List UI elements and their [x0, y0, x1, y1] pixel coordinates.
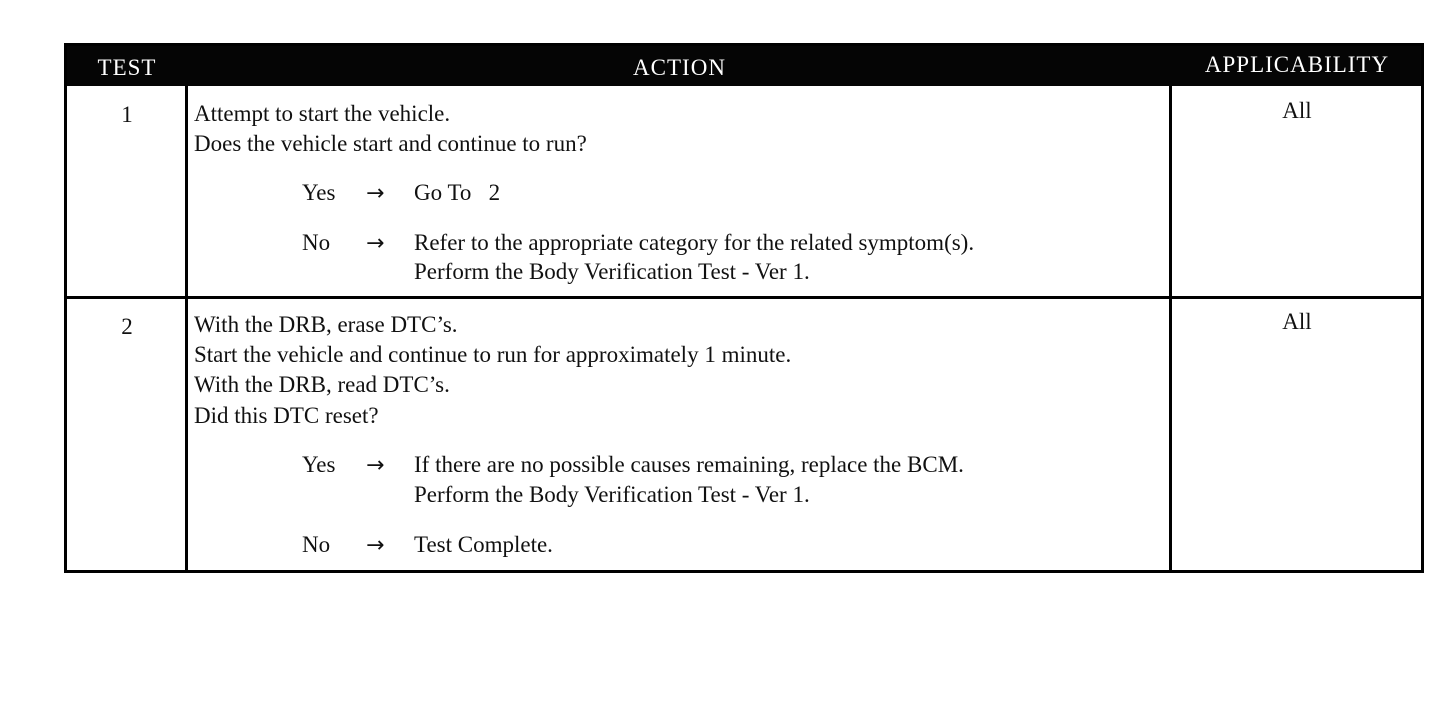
action-line: Does the vehicle start and continue to run?: [194, 131, 587, 156]
header-action: ACTION: [633, 55, 726, 80]
diagnostic-test-table: [64, 43, 1424, 573]
no-result: Test Complete.: [414, 532, 553, 557]
right-arrow-icon: →: [366, 533, 385, 558]
no-result: Perform the Body Verification Test - Ver 1.: [414, 259, 810, 284]
table-header: [67, 46, 1421, 86]
right-arrow-icon: →: [366, 181, 385, 206]
test-number: 1: [121, 102, 133, 127]
yes-result: Perform the Body Verification Test - Ver 1.: [414, 482, 810, 507]
test-number: 2: [121, 314, 133, 339]
action-line: With the DRB, read DTC’s.: [194, 372, 450, 397]
yes-result: If there are no possible causes remaining, replace the BCM.: [414, 452, 964, 477]
applicability-value: All: [1282, 309, 1312, 334]
header-applicability: APPLICABILITY: [1204, 52, 1390, 77]
row-divider: [67, 296, 1422, 299]
action-line: Start the vehicle and continue to run for approximately 1 minute.: [194, 342, 792, 367]
right-arrow-icon: →: [366, 453, 385, 478]
yes-label: Yes: [302, 452, 336, 477]
action-line: With the DRB, erase DTC’s.: [194, 312, 458, 337]
yes-result: Go To 2: [414, 180, 501, 205]
no-label: No: [302, 230, 331, 255]
applicability-value: All: [1282, 98, 1312, 123]
yes-label: Yes: [302, 180, 336, 205]
header-test: TEST: [97, 55, 157, 80]
action-line: Attempt to start the vehicle.: [194, 101, 451, 126]
right-arrow-icon: →: [366, 231, 385, 256]
no-result: Refer to the appropriate category for the related symptom(s).: [414, 230, 975, 255]
no-label: No: [302, 532, 331, 557]
action-line: Did this DTC reset?: [194, 403, 379, 428]
